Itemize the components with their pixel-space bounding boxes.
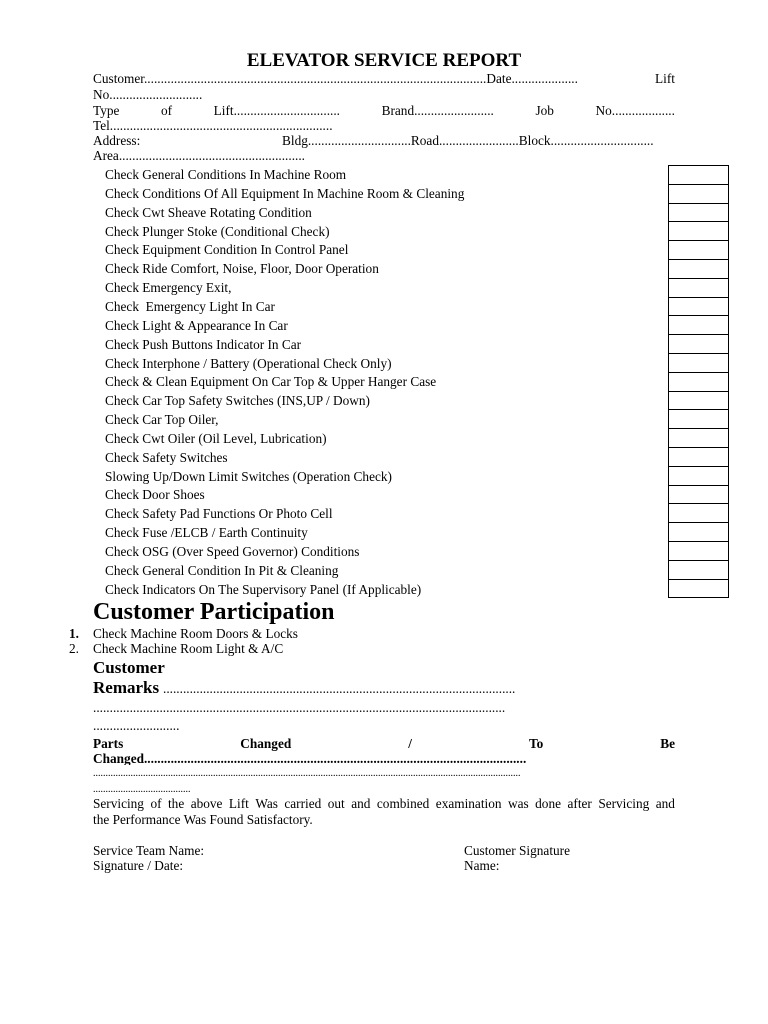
checklist-checkbox[interactable] [668, 579, 729, 599]
parts-word: To [528, 736, 544, 751]
type-line-word: Type [93, 103, 120, 118]
checklist-item: Check Safety Switches [105, 449, 228, 465]
remarks-field-3[interactable]: .......................... [93, 718, 180, 733]
checklist-checkbox[interactable] [668, 541, 729, 560]
lift-no-field[interactable]: No............................ [93, 87, 203, 102]
customer-signature-label: Customer Signature [464, 843, 570, 858]
type-line-word: of [161, 103, 173, 118]
checklist-item: Check Safety Pad Functions Or Photo Cell [105, 506, 333, 522]
checkbox-column [668, 165, 729, 598]
checklist-item: Check Door Shoes [105, 487, 205, 503]
type-line-word: Job [535, 103, 554, 118]
parts-word: Changed [240, 736, 292, 751]
participation-num-1: 1. [69, 626, 79, 641]
type-line-word: No................... [595, 103, 675, 118]
remarks-label: Remarks [93, 678, 160, 697]
header-line-type [93, 104, 675, 117]
checklist-item: Check Car Top Safety Switches (INS,UP / Down) [105, 393, 370, 409]
remarks-field-2[interactable]: ............................................................................................................................ [93, 701, 506, 715]
customer-name-label: Name: [464, 858, 500, 873]
parts-changed-field[interactable]: Changed................................................................................................................... [93, 752, 527, 766]
checklist-checkbox[interactable] [668, 353, 729, 372]
checklist-checkbox[interactable] [668, 409, 729, 428]
checklist-item: Check Push Buttons Indicator In Car [105, 336, 302, 352]
address-field[interactable]: Bldg...............................Road........................Block............................... [282, 133, 654, 148]
checklist-item: Check General Condition In Pit & Cleaning [105, 562, 339, 578]
checklist-checkbox[interactable] [668, 165, 729, 184]
statement-word: done [535, 796, 562, 811]
parts-field-1[interactable]: ........................................................................................................................................................................... [93, 769, 521, 779]
checklist-item: Slowing Up/Down Limit Switches (Operation Check) [105, 468, 392, 484]
checklist-checkbox[interactable] [668, 297, 729, 316]
statement-word: examination [435, 796, 502, 811]
checklist-item: Check Equipment Condition In Control Panel [105, 242, 349, 258]
checklist-item: Check OSG (Over Speed Governor) Conditions [105, 544, 360, 559]
header-line-customer [93, 72, 675, 85]
statement-line-2: the Performance Was Found Satisfactory. [93, 812, 313, 827]
area-field[interactable]: Area........................................................ [93, 148, 305, 163]
checklist-checkbox[interactable] [668, 334, 729, 353]
checklist-checkbox[interactable] [668, 184, 729, 203]
statement-word: Servicing [598, 796, 650, 811]
checklist-item: Check & Clean Equipment On Car Top & Upper Hanger Case [105, 374, 437, 390]
address-label: Address: [93, 133, 141, 148]
checklist-item: Check Conditions Of All Equipment In Machine Room & Cleaning [105, 185, 465, 201]
parts-word: Be [660, 736, 675, 751]
type-line-word: Lift................................ [213, 103, 340, 118]
customer-date-field[interactable]: Customer.......................................................................................................Date.................... [93, 71, 578, 86]
statement-word: of [150, 796, 162, 811]
checklist-item: Check Emergency Light In Car [105, 298, 275, 314]
checklist-checkbox[interactable] [668, 503, 729, 522]
statement-line-1 [93, 797, 675, 810]
statement-word: Servicing [93, 796, 144, 811]
checklist-checkbox[interactable] [668, 221, 729, 240]
checklist-item: Check Emergency Exit, [105, 280, 232, 296]
participation-item-2: Check Machine Room Light & A/C [93, 641, 284, 656]
participation-heading: Customer Participation [93, 599, 335, 625]
report-title: ELEVATOR SERVICE REPORT [246, 50, 522, 71]
checklist-checkbox[interactable] [668, 372, 729, 391]
checklist-checkbox[interactable] [668, 315, 729, 334]
statement-word: and [351, 796, 371, 811]
lift-label: Lift [655, 71, 675, 86]
statement-word: Lift [228, 796, 249, 811]
checklist-checkbox[interactable] [668, 278, 729, 297]
checklist-item: Check Cwt Oiler (Oil Level, Lubrication) [105, 430, 327, 446]
checklist-item: Check Indicators On The Supervisory Panel (If Applicable) [105, 581, 422, 597]
participation-item-1: Check Machine Room Doors & Locks [93, 626, 298, 641]
checklist-item: Check Plunger Stoke (Conditional Check) [105, 223, 330, 239]
checklist-item: Check Fuse /ELCB / Earth Continuity [105, 525, 308, 541]
checklist-checkbox[interactable] [668, 447, 729, 466]
statement-word: after [567, 796, 592, 811]
checklist-checkbox[interactable] [668, 203, 729, 222]
checklist-item: Check Interphone / Battery (Operational Check Only) [105, 355, 392, 371]
statement-word: combined [376, 796, 430, 811]
remarks-label-customer: Customer [93, 658, 165, 677]
statement-word: was [508, 796, 529, 811]
checklist-checkbox[interactable] [668, 466, 729, 485]
checklist-checkbox[interactable] [668, 240, 729, 259]
checklist-checkbox[interactable] [668, 428, 729, 447]
signature-date-label: Signature / Date: [93, 858, 184, 873]
statement-word: the [167, 796, 185, 811]
participation-num-2: 2. [69, 641, 79, 656]
checklist-checkbox[interactable] [668, 485, 729, 504]
statement-word: carried [284, 796, 322, 811]
remarks-field-1[interactable]: .......................................................................................................... [163, 682, 516, 696]
tel-field[interactable]: Tel................................................................... [93, 118, 333, 133]
service-team-name-label: Service Team Name: [93, 843, 205, 858]
parts-line [93, 737, 675, 750]
statement-word: and [655, 796, 675, 811]
checklist-checkbox[interactable] [668, 560, 729, 579]
statement-word: out [327, 796, 345, 811]
checklist-checkbox[interactable] [668, 259, 729, 278]
checklist-item: Check General Conditions In Machine Room [105, 167, 347, 182]
checklist-checkbox[interactable] [668, 522, 729, 541]
statement-word: Was [255, 796, 278, 811]
checklist-checkbox[interactable] [668, 391, 729, 410]
checklist-item: Check Cwt Sheave Rotating Condition [105, 204, 312, 220]
parts-field-2[interactable]: ....................................... [93, 784, 191, 795]
parts-word: Parts [93, 736, 124, 751]
type-line-word: Brand........................ [381, 103, 494, 118]
checklist-item: Check Ride Comfort, Noise, Floor, Door Operation [105, 261, 379, 277]
checklist-item: Check Car Top Oiler, [105, 412, 219, 428]
parts-word: / [408, 736, 412, 751]
checklist-item: Check Light & Appearance In Car [105, 317, 288, 333]
statement-word: above [190, 796, 223, 811]
